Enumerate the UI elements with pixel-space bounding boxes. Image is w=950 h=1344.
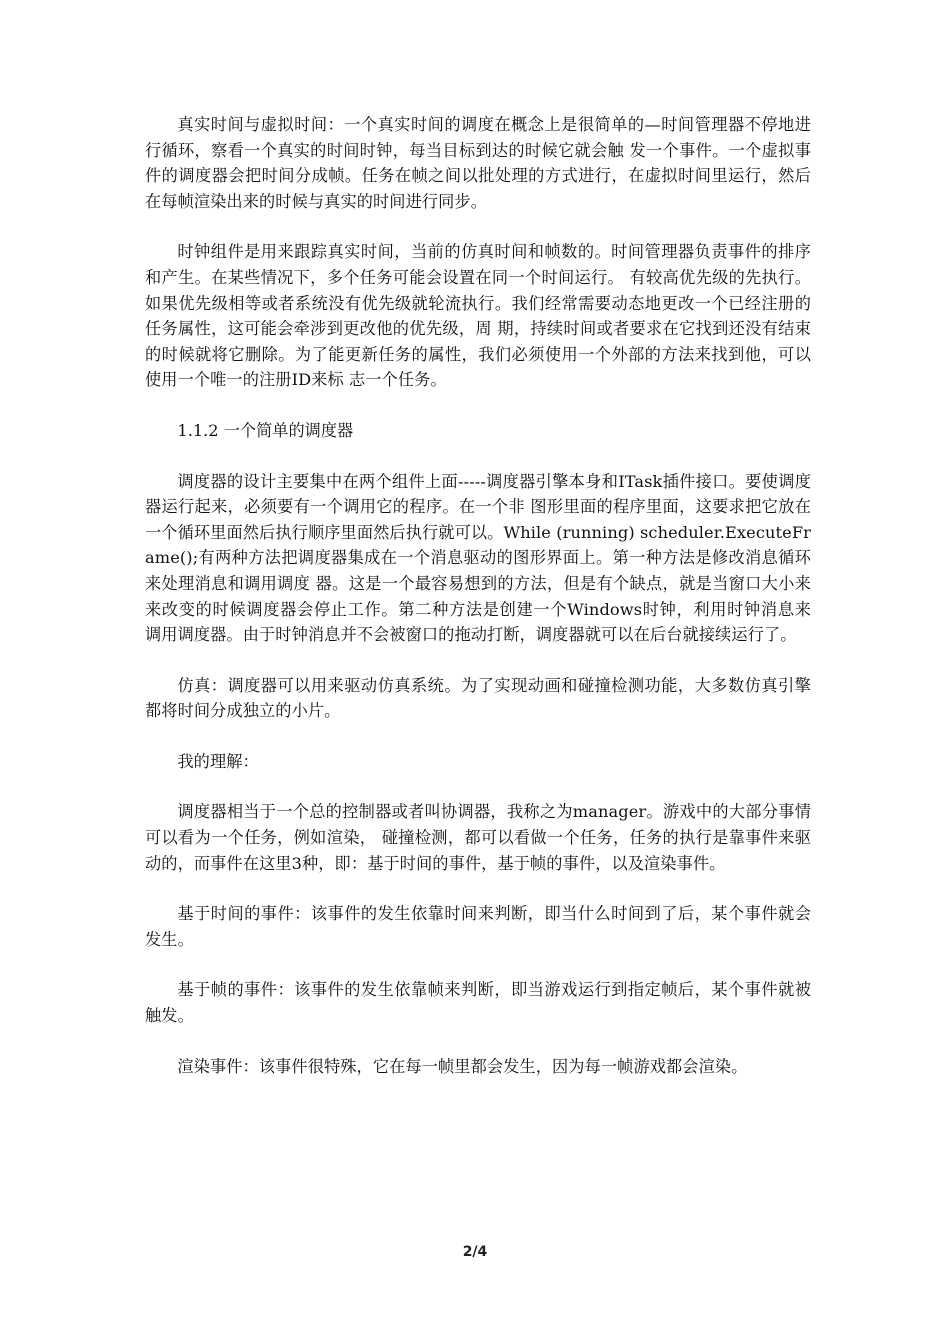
paragraph-real-vs-virtual-time: 真实时间与虚拟时间：一个真实时间的调度在概念上是很简单的—时间管理器不停地进行循环，察看一个真实的时间时钟，每当目标到达的时候它就会触 发一个事件。一个虚拟事件的调度器会把时间分成帧。任务在帧之间以批处理的方式进行，在虚拟时间里运行，然后在每帧渲染出来的时候与真实的时间进行同步。 [145, 115, 811, 211]
document-body [145, 112, 811, 1104]
paragraph-frame-based-event: 基于帧的事件：该事件的发生依靠帧来判断，即当游戏运行到指定帧后，某个事件就被触发。 [145, 980, 811, 1026]
paragraph-render-event: 渲染事件：该事件很特殊，它在每一帧里都会发生，因为每一帧游戏都会渲染。 [177, 1056, 748, 1076]
page-number: 2/4 [462, 1244, 488, 1260]
paragraph-scheduler-design: 调度器的设计主要集中在两个组件上面-----调度器引擎本身和ITask插件接口。要使调度器运行起来，必须要有一个调用它的程序。在一个非 图形里面的程序里面，这要求把它放在一个循环里面然后执行顺序里面然后执行就可以。While (running) scheduler.ExecuteFrame();有两种方法把调度器集成在一个消息驱动的图形界面上。第一种方法是修改消息循环来处理消息和调用调度 器。这是一个最容易想到的方法，但是有个缺点，就是当窗口大小来来改变的时候调度器会停止工作。第二种方法是创建一个Windows时钟，利用时钟消息来 调用调度器。由于时钟消息并不会被窗口的拖动打断，调度器就可以在后台就接续运行了。 [145, 471, 811, 645]
paragraph-scheduler-as-manager: 调度器相当于一个总的控制器或者叫协调器，我称之为manager。游戏中的大部分事情可以看为一个任务，例如渲染， 碰撞检测，都可以看做一个任务，任务的执行是靠事件来驱动的，而事件在这里3种，即：基于时间的事件，基于帧的事件，以及渲染事件。 [145, 802, 811, 873]
paragraph-simulation: 仿真：调度器可以用来驱动仿真系统。为了实现动画和碰撞检测功能，大多数仿真引擎都将时间分成独立的小片。 [145, 675, 811, 721]
paragraph-clock-component: 时钟组件是用来跟踪真实时间，当前的仿真时间和帧数的。时间管理器负责事件的排序和产生。在某些情况下，多个任务可能会设置在同一个时间运行。 有较高优先级的先执行。如果优先级相等或者系统没有优先级就轮流执行。我们经常需要动态地更改一个已经注册的任务属性，这可能会牵涉到更改他的优先级，周 期，持续时间或者要求在它找到还没有结束的时候就将它删除。为了能更新任务的属性，我们必须使用一个外部的方法来找到他，可以使用一个唯一的注册ID来标 志一个任务。 [145, 242, 811, 390]
paragraph-time-based-event: 基于时间的事件：该事件的发生依靠时间来判断，即当什么时间到了后，某个事件就会发生。 [145, 904, 811, 949]
section-heading-simple-scheduler: 1.1.2 一个简单的调度器 [177, 420, 354, 440]
paragraph-my-understanding-label: 我的理解： [177, 751, 259, 771]
